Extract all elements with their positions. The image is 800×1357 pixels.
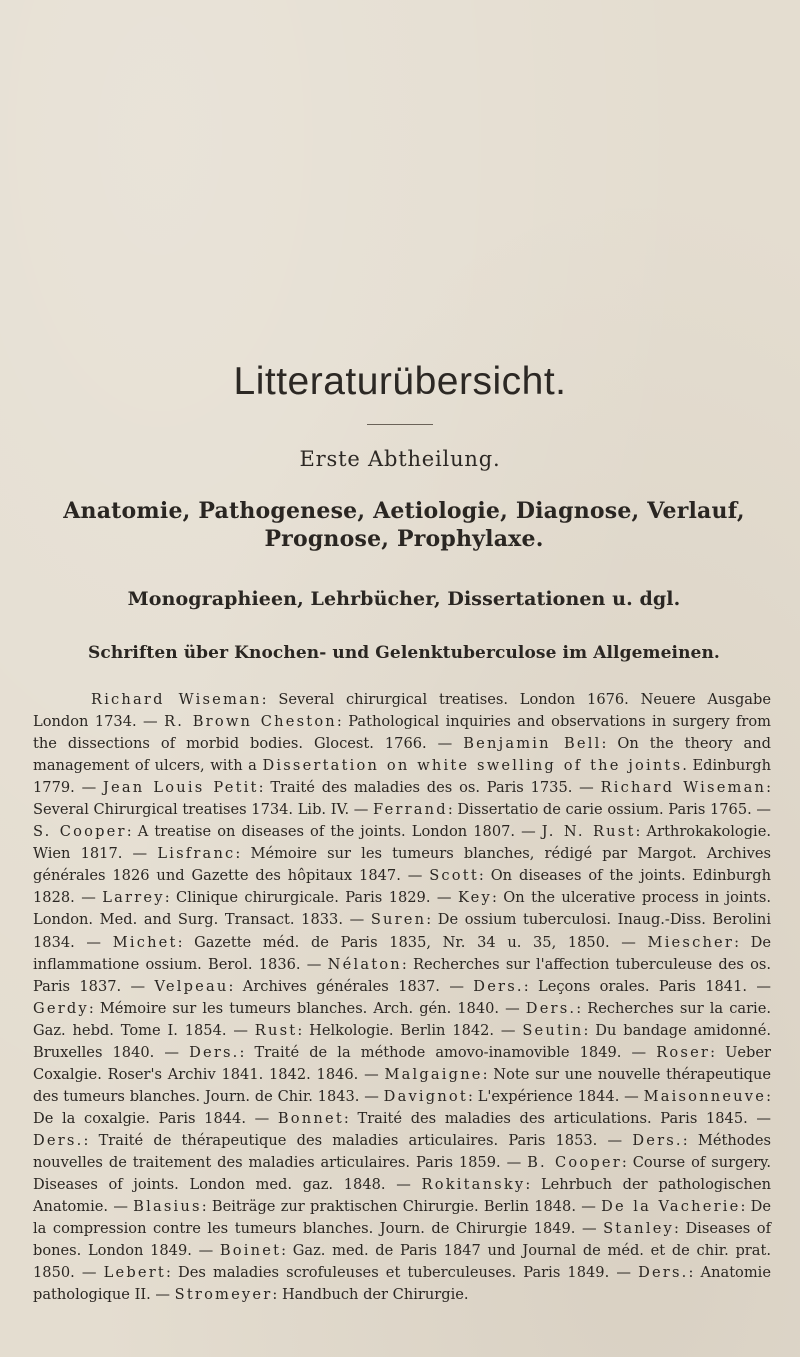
section-heading: Anatomie, Pathogenese, Aetiologie, Diagnose, Verlauf, Prognose, Prophylaxe. — [63, 498, 745, 552]
entry-text: : Recherches sur la carie. Gaz. hebd. Tome I. 1854. — — [33, 999, 771, 1039]
entry-text: : A treatise on diseases of the joints. London 1807. — — [126, 823, 542, 841]
entry-text: : Recherches sur l'affection tuberculeuse des os. Paris 1837. — — [33, 955, 771, 995]
entry-text: : On the ulcerative process in joints. London. Med. and Surg. Transact. 1833. — — [33, 889, 772, 929]
entry-author: Ders. — [632, 1131, 683, 1149]
entry-author: Lebert — [103, 1264, 166, 1282]
entry-text: : Helkologie. Berlin 1842. — — [297, 1021, 523, 1039]
entry-text: : Clinique chirurgicale. Paris 1829. — — [164, 889, 458, 907]
entry-text: : Des maladies scrofuleuses et tuberculeuses. Paris 1849. — — [165, 1264, 639, 1282]
entry-text: : L'expérience 1844. — — [467, 1087, 644, 1105]
entry-author: Rust — [254, 1021, 298, 1039]
entry-text: : Du bandage amidonné. Bruxelles 1840. — — [33, 1021, 771, 1061]
entry-author: Ders. — [638, 1264, 689, 1282]
entry-author: Richard Wiseman — [91, 691, 262, 708]
entry-author: Scott — [429, 867, 479, 885]
subsection-heading: Monographieen, Lehrbücher, Dissertationen u. dgl. — [127, 588, 681, 610]
entry-text: : Lehrbuch der pathologischen Anatomie. — — [33, 1176, 771, 1216]
entry-author: Velpeau — [154, 977, 229, 995]
entry-text: : Leçons orales. Paris 1841. — — [523, 977, 771, 995]
entry-text: : Ueber Coxalgie. Roser's Archiv 1841. 1842. 1846. — — [33, 1043, 771, 1083]
entry-author: Ders. — [473, 977, 524, 995]
entry-text: : Diseases of bones. London 1849. — — [33, 1220, 771, 1260]
entry-author: Miescher — [647, 933, 735, 951]
subsubsection-heading: Schriften über Knochen- und Gelenktuberculose im Allgemeinen. — [88, 643, 720, 663]
entry-author: Ders. — [525, 999, 577, 1017]
entry-text: : Several chirurgical treatises. London 1676. Neuere Ausgabe London 1734. — — [33, 691, 771, 731]
entry-author: Ferrand — [373, 801, 448, 819]
entry-text: : Several Chirurgical treatises 1734. Lib. IV. — — [33, 779, 772, 819]
entry-author: Benjamin Bell — [463, 735, 602, 753]
bibliography-paragraph — [33, 689, 771, 1306]
entry-text: : Archives générales 1837. — — [228, 977, 474, 995]
entry-author: Larrey — [102, 889, 165, 907]
title-rule — [367, 424, 433, 425]
entry-text: : Gaz. med. de Paris 1847 und Journal de méd. et de chir. prat. 1850. — — [33, 1242, 771, 1282]
entry-author: Ders. — [189, 1043, 240, 1061]
entry-author: Michet — [112, 933, 178, 951]
entry-author: Malgaigne — [384, 1065, 483, 1083]
entry-author: Blasius — [133, 1198, 202, 1216]
entry-author: J. N. Rust — [541, 823, 636, 841]
entry-author: Suren — [370, 911, 427, 929]
entry-text: : De la compression contre les tumeurs blanches. Journ. de Chirurgie 1849. — — [33, 1198, 771, 1238]
entry-author: Boinet — [219, 1242, 282, 1260]
entry-text: : On the theory and management of ulcers, with a — [33, 735, 771, 775]
entry-text: : De la coxalgie. Paris 1844. — — [33, 1087, 771, 1127]
division-heading: Erste Abtheilung. — [299, 447, 501, 471]
entry-author: Lisfranc — [157, 845, 236, 863]
entry-author: Key — [457, 889, 492, 907]
entry-text: . Edinburgh 1779. — — [33, 757, 771, 797]
entry-text: : Pathological inquiries and observations in surgery from the dissections of morbid bodies. Glocest. 1766. — — [33, 713, 771, 753]
entry-text: : Arthrokakologie. Wien 1817. — — [33, 823, 772, 863]
entry-author: B. Cooper — [527, 1153, 622, 1171]
entry-text: : Anatomie pathologique II. — — [33, 1264, 771, 1304]
entry-text: : De inflammatione ossium. Berol. 1836. — — [33, 933, 771, 973]
entry-author: Dissertation on white swelling of the joints — [262, 757, 683, 775]
entry-author: De la Vacherie — [601, 1198, 741, 1216]
entry-author: Maisonneuve — [643, 1087, 767, 1105]
entry-text: : Traité de la méthode amovo-inamovible 1849. — — [239, 1043, 657, 1061]
entry-author: R. Brown Cheston — [164, 713, 337, 731]
entry-text: : Dissertatio de carie ossium. Paris 1765. — — [447, 801, 771, 819]
entry-author: Jean Louis Petit — [102, 779, 259, 797]
entry-author: Davignot — [383, 1087, 468, 1105]
entry-text: : Mémoire sur les tumeurs blanches. Arch. gén. 1840. — — [88, 999, 526, 1017]
entry-text: : Course of surgery. Diseases of joints. London med. gaz. 1848. — — [33, 1153, 771, 1194]
entry-text: : De ossium tuberculosi. Inaug.-Diss. Berolini 1834. — — [33, 911, 771, 951]
entry-author: Stromeyer — [174, 1286, 273, 1304]
entry-author: Seutin — [522, 1021, 584, 1039]
page-title: Litteraturübersicht. — [233, 360, 567, 403]
entry-author: Rokitansky — [421, 1176, 526, 1194]
entry-author: S. Cooper — [33, 823, 127, 841]
entry-text: : Traité des maladies des articulations. Paris 1845. — — [343, 1109, 771, 1127]
entry-author: Stanley — [603, 1220, 675, 1238]
entry-text: : Traité des maladies des os. Paris 1735. — — [258, 779, 601, 797]
entry-author: Roser — [656, 1043, 711, 1061]
entry-text: : Beiträge zur praktischen Chirurgie. Berlin 1848. — — [201, 1198, 602, 1216]
entry-text: : On diseases of the joints. Edinburgh 1828. — — [33, 867, 771, 907]
entry-text: : Note sur une nouvelle thérapeutique des tumeurs blanches. Journ. de Chir. 1843. — — [33, 1065, 771, 1105]
entry-author: Gerdy — [33, 999, 89, 1017]
entry-text: : Gazette méd. de Paris 1835, Nr. 34 u. 35, 1850. — — [177, 933, 648, 951]
entry-author: Richard Wiseman — [600, 779, 767, 797]
entry-author: Bonnet — [277, 1109, 344, 1127]
entry-author: Nélaton — [327, 955, 402, 973]
entry-text: : Méthodes nouvelles de traitement des maladies articulaires. Paris 1859. — — [33, 1131, 772, 1171]
entry-text: : Mémoire sur les tumeurs blanches, rédigé par Margot. Archives générales 1826 und Gazette des hôpitaux 1847. — — [33, 845, 771, 885]
entry-author: Ders. — [33, 1131, 84, 1149]
entry-text: : Traité de thérapeutique des maladies articulaires. Paris 1853. — — [83, 1131, 633, 1149]
entry-text: : Handbuch der Chirurgie. — [272, 1286, 469, 1304]
